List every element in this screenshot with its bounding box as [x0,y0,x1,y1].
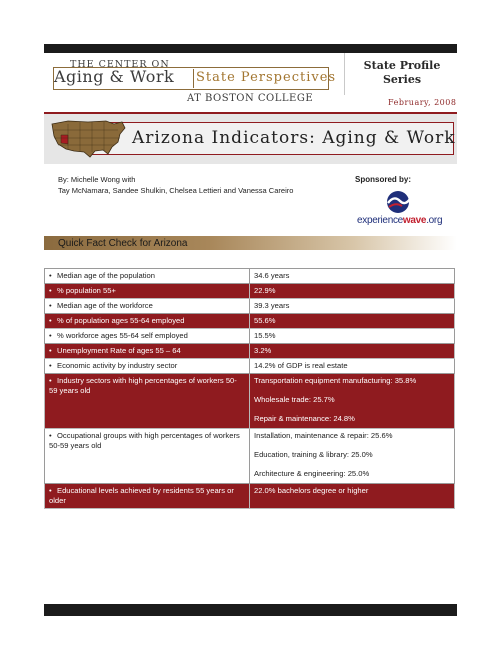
fact-value: 3.2% [254,346,272,355]
fact-value: 14.2% of GDP is real estate [254,361,348,370]
bullet-icon: • [49,361,52,370]
fact-label-cell [45,314,250,329]
fact-value-cell [250,429,455,484]
fact-label-cell [45,299,250,314]
fact-value-cell [250,269,455,284]
section-title: Quick Fact Check for Arizona [58,238,188,249]
fact-value: Repair & maintenance: 24.8% [254,414,355,423]
bullet-icon: • [49,376,52,385]
fact-value: Transportation equipment manufacturing: 35.8% [254,376,417,385]
fact-label-cell [45,329,250,344]
fact-value-cell [250,329,455,344]
fact-value-cell [250,374,455,429]
bullet-icon: • [49,331,52,340]
quick-facts-table [44,268,455,509]
fact-value: 55.6% [254,316,276,325]
fact-value: Education, training & library: 25.0% [254,450,373,459]
fact-label: Median age of the population [57,271,155,280]
fact-label: Occupational groups with high percentages of workers 50-59 years old [49,431,240,450]
bullet-icon: • [49,286,52,295]
table-row [45,374,455,429]
fact-label: Economic activity by industry sector [57,361,178,370]
fact-value-cell [250,484,455,509]
bullet-icon: • [49,346,52,355]
logo-line-1: THE CENTER ON [70,59,170,70]
series-title: State Profile Series [363,59,441,86]
fact-label: % population 55+ [57,286,116,295]
sponsor-logo-part-b: wave [402,215,427,226]
fact-label-cell [45,269,250,284]
fact-label: Unemployment Rate of ages 55 – 64 [57,346,181,355]
fact-label-cell [45,374,250,429]
bullet-icon: • [49,486,52,495]
bullet-icon: • [49,431,52,440]
table-row [45,359,455,374]
top-black-bar [44,44,457,53]
fact-value-cell [250,284,455,299]
sponsor-logo-text[interactable] [357,215,442,226]
fact-value: Wholesale trade: 25.7% [254,395,335,404]
table-row [45,314,455,329]
table-row [45,299,455,314]
sponsored-label: Sponsored by: [355,175,412,184]
fact-label: % workforce ages 55-64 self employed [57,331,188,340]
fact-value: 34.6 years [254,271,290,280]
publication-date: February, 2008 [388,98,457,107]
table-row [45,484,455,509]
fact-label: Industry sectors with high percentages of workers 50-59 years old [49,376,237,395]
fact-label-cell [45,484,250,509]
logo-state-perspectives: State Perspectives [196,70,337,85]
sponsor-logo-part-a: experience [357,215,403,226]
logo-line-3: AT BOSTON COLLEGE [187,93,314,104]
bottom-black-bar [44,604,457,616]
logo-line-2: Aging & Work [54,67,175,86]
experiencewave-logo-icon [384,190,412,214]
bullet-icon: • [49,271,52,280]
fact-label: Educational levels achieved by residents 55 years or older [49,486,234,505]
sponsor-logo-part-c: .org [426,215,443,226]
fact-value-cell [250,359,455,374]
fact-value: Installation, maintenance & repair: 25.6% [254,431,393,440]
page-title: Arizona Indicators: Aging & Work [132,128,456,148]
fact-label-cell [45,359,250,374]
fact-value: 39.3 years [254,301,290,310]
fact-label-cell [45,429,250,484]
table-row [45,284,455,299]
fact-label: % of population ages 55-64 employed [57,316,185,325]
table-row [45,329,455,344]
fact-label-cell [45,284,250,299]
table-row [45,269,455,284]
fact-label-cell [45,344,250,359]
byline-line-2: Tay McNamara, Sandee Shulkin, Chelsea Lettieri and Vanessa Careiro [58,186,294,195]
fact-value-cell [250,299,455,314]
table-row [45,344,455,359]
byline-line-1: By: Michelle Wong with [58,175,136,184]
fact-value: 15.5% [254,331,276,340]
fact-value-cell [250,314,455,329]
bullet-icon: • [49,316,52,325]
table-row [45,429,455,484]
logo-divider [193,69,194,88]
bullet-icon: • [49,301,52,310]
byline [58,174,293,196]
fact-value: 22.9% [254,286,276,295]
fact-value-cell [250,344,455,359]
fact-value: 22.0% bachelors degree or higher [254,486,369,495]
fact-label: Median age of the workforce [57,301,153,310]
us-map-icon [48,116,128,162]
fact-value: Architecture & engineering: 25.0% [254,469,370,478]
